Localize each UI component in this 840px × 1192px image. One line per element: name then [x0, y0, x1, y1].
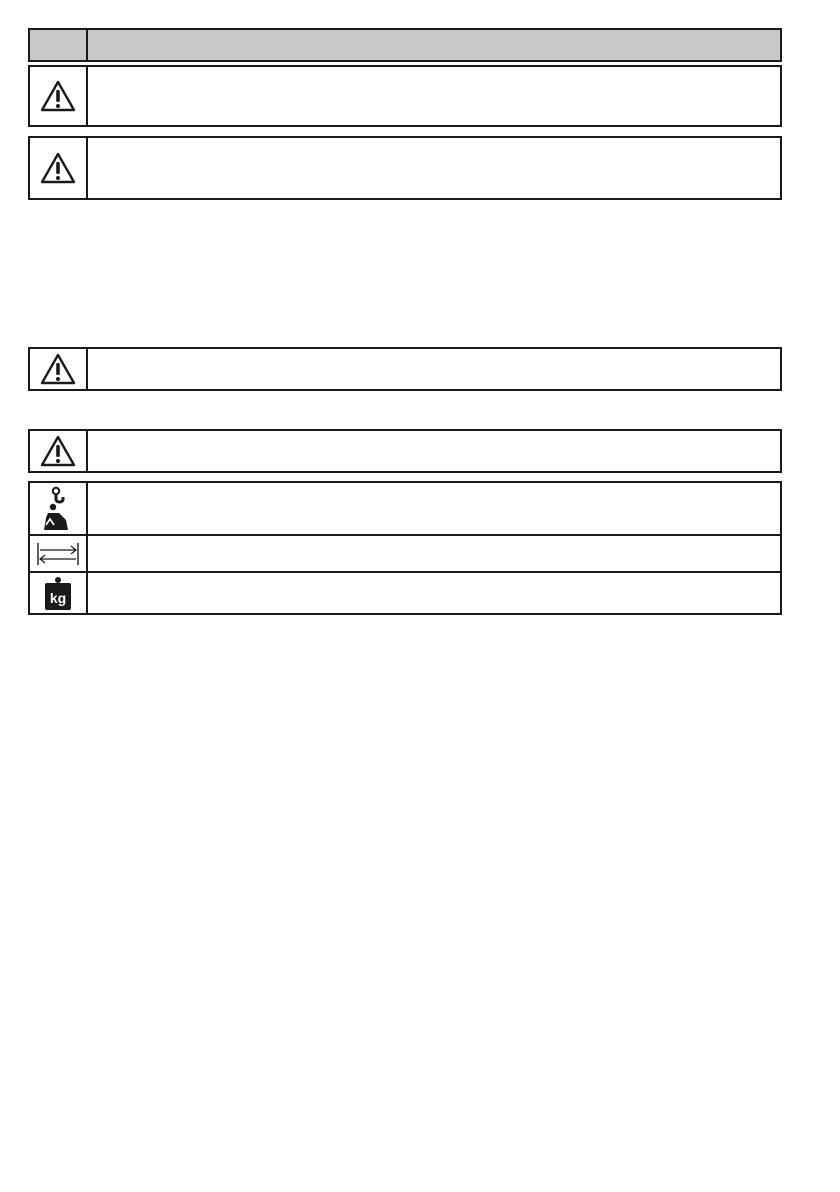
- warning-box-2: [28, 136, 782, 200]
- warning-text-3: [88, 349, 780, 389]
- warning-text-2: [88, 138, 780, 198]
- weight-kg-icon: [30, 573, 86, 613]
- warning-icon: [30, 138, 88, 198]
- table-header: [28, 28, 782, 62]
- spec-text-weight: [88, 573, 780, 621]
- weight-kg-label: kg: [49, 590, 67, 606]
- warning-icon: [30, 349, 88, 389]
- warning-text-4: [88, 431, 780, 471]
- warning-icon: [30, 67, 88, 125]
- warning-box-1: [28, 65, 782, 127]
- dimension-icon: [30, 536, 86, 571]
- header-title: [88, 30, 780, 60]
- warning-icon: [30, 431, 88, 471]
- lifting-capacity-icon: [30, 483, 86, 534]
- header-icon-cell: [30, 30, 88, 60]
- warning-text-1: [88, 67, 780, 125]
- spec-text-lifting-capacity: [88, 483, 780, 542]
- specs-table: [28, 481, 782, 615]
- warning-box-3: [28, 347, 782, 391]
- specs-icon-column: [30, 483, 88, 613]
- warning-box-4: [28, 429, 782, 473]
